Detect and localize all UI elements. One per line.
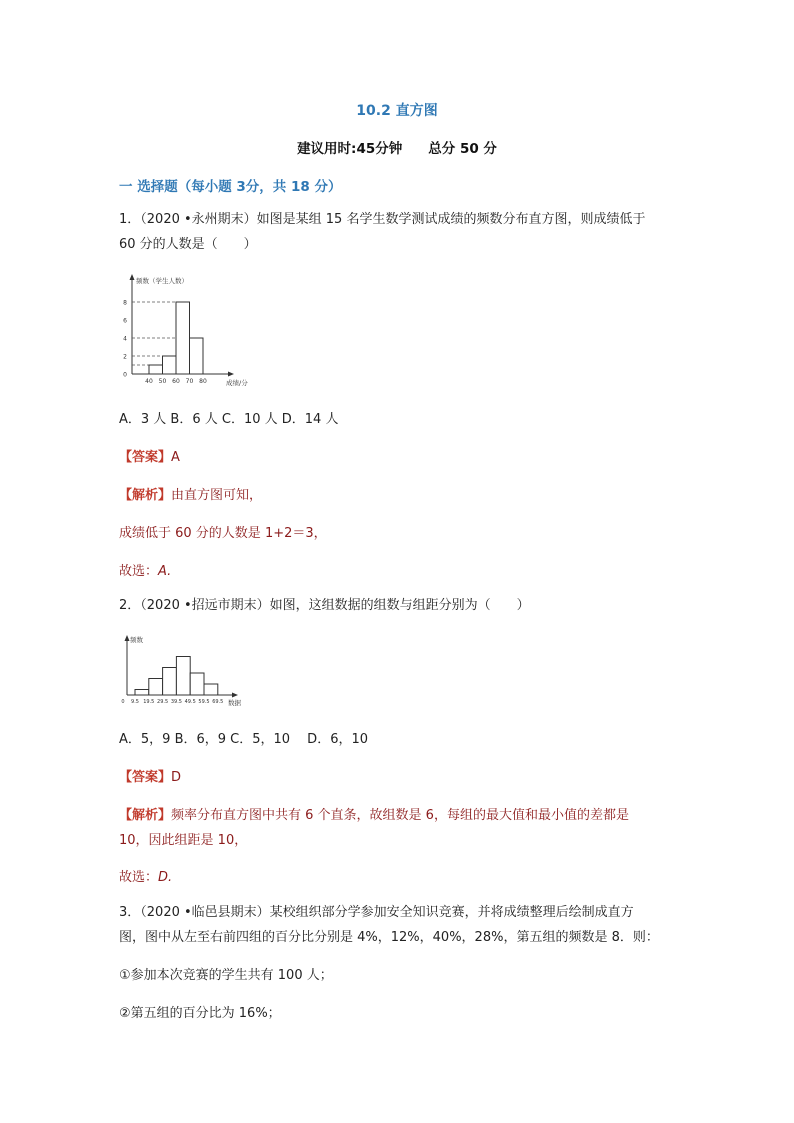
q3-item2: ②第五组的百分比为 16%； [119,1006,281,1021]
q1-histogram [118,272,268,392]
q1-x-tick-40: 40 [145,378,153,385]
q2-answer [119,766,181,785]
q2-bar-1 [135,690,149,696]
q2-choose-label: 故选： [119,870,159,885]
q2-bar-2 [149,679,163,696]
q2-x-ticks [121,699,223,705]
q1-bar-50-60 [163,356,177,374]
q1-y-tick-6: 6 [123,317,127,325]
q2-options: A．5，9 B．6，9 C．5，10 D．6，10 [119,732,369,747]
q2-x-tick-1: 9.5 [131,699,139,705]
q1-y-label: 频数（学生人数） [136,277,188,285]
q3-stem-line1: 3．（2020 •临邑县期末）某校组织部分学参加安全知识竞赛，并将成绩整理后绘制成直方 [119,905,634,920]
q1-analysis-line2: 成绩低于 60 分的人数是 1+2＝3， [119,526,327,541]
q2-answer-value: D [171,770,182,785]
q1-bar-60-70 [176,302,190,374]
q2-x-tick-3: 29.5 [157,699,169,705]
q1-answer-tag: 【答案】 [119,450,172,465]
q1-x-label: 成绩/分 [226,379,248,387]
q2-analysis-tag: 【解析】 [119,808,172,823]
q1-choose-label: 故选： [119,564,159,579]
q1-analysis [119,484,262,503]
q2-y-label: 频数 [130,636,143,644]
q2-analysis-line2: 10，因此组距是 10， [119,833,248,848]
q1-y-arrow [130,274,135,280]
q2-x-tick-0: 0 [121,699,125,705]
section-heading: 一 选择题（每小题 3分，共 18 分） [119,179,342,195]
q2-analysis [119,804,629,823]
q2-x-tick-7: 69.5 [212,699,224,705]
q1-stem-line1: 1．（2020 •永州期末）如图是某组 15 名学生数学测试成绩的频数分布直方图，则成绩低于 [119,212,646,227]
q1-answer-value: A [171,450,180,465]
q2-x-tick-2: 19.5 [143,699,155,705]
page-title: 10.2 直方图 [356,103,438,119]
q1-answer [119,446,180,465]
q2-x-tick-6: 59.5 [198,699,210,705]
q1-choose [119,560,171,579]
q1-stem-line2: 60 分的人数是（ ） [119,237,257,252]
q1-choose-value: A. [158,564,172,579]
q1-bar-40-50 [149,365,163,374]
q1-analysis-tag: 【解析】 [119,488,172,503]
page-subtitle [0,137,794,157]
q1-x-tick-50: 50 [158,378,167,385]
q2-stem: 2．（2020 •招远市期末）如图，这组数据的组数与组距分别为（ ） [119,598,530,613]
q2-x-tick-5: 49.5 [184,699,196,705]
q2-answer-tag: 【答案】 [119,770,172,785]
q2-choose-value: D. [158,870,173,885]
q1-x-ticks [145,378,207,385]
q1-analysis-text: 由直方图可知， [171,488,263,503]
q1-y-tick-0: 0 [123,371,127,379]
q1-y-tick-4: 4 [123,335,127,343]
q2-analysis-text: 频率分布直方图中共有 6 个直条，故组数是 6，每组的最大值和最小值的差都是 [171,808,629,823]
q2-bar-3 [163,668,177,696]
q2-x-arrow [232,693,238,698]
q3-stem-line2: 图，图中从左至右前四组的百分比分别是 4%，12%，40%，28%，第五组的频数是 8．则： [119,930,659,945]
q2-x-label: 数据 [228,699,241,707]
total-score: 总分 50 分 [428,141,497,157]
q2-bars [135,657,218,696]
q2-y-arrow [125,635,130,641]
q2-histogram [118,633,258,709]
q1-x-tick-70: 70 [185,378,194,385]
q2-x-tick-4: 39.5 [170,699,182,705]
q1-options: A．3 人 B．6 人 C．10 人 D．14 人 [119,412,339,427]
q1-bar-70-80 [190,338,204,374]
q1-x-tick-80: 80 [199,378,207,385]
q3-item1: ①参加本次竞赛的学生共有 100 人； [119,968,333,983]
q2-choose [119,866,172,885]
suggested-time: 建议用时:45分钟 [297,141,403,157]
q2-bar-5 [190,673,204,695]
q1-x-tick-60: 60 [172,378,180,385]
q1-x-arrow [228,372,234,377]
q1-y-tick-8: 8 [123,299,127,307]
q1-y-ticks [123,300,127,379]
q2-bar-4 [176,657,190,696]
q1-y-tick-2: 2 [123,353,127,361]
q2-bar-6 [204,684,218,695]
